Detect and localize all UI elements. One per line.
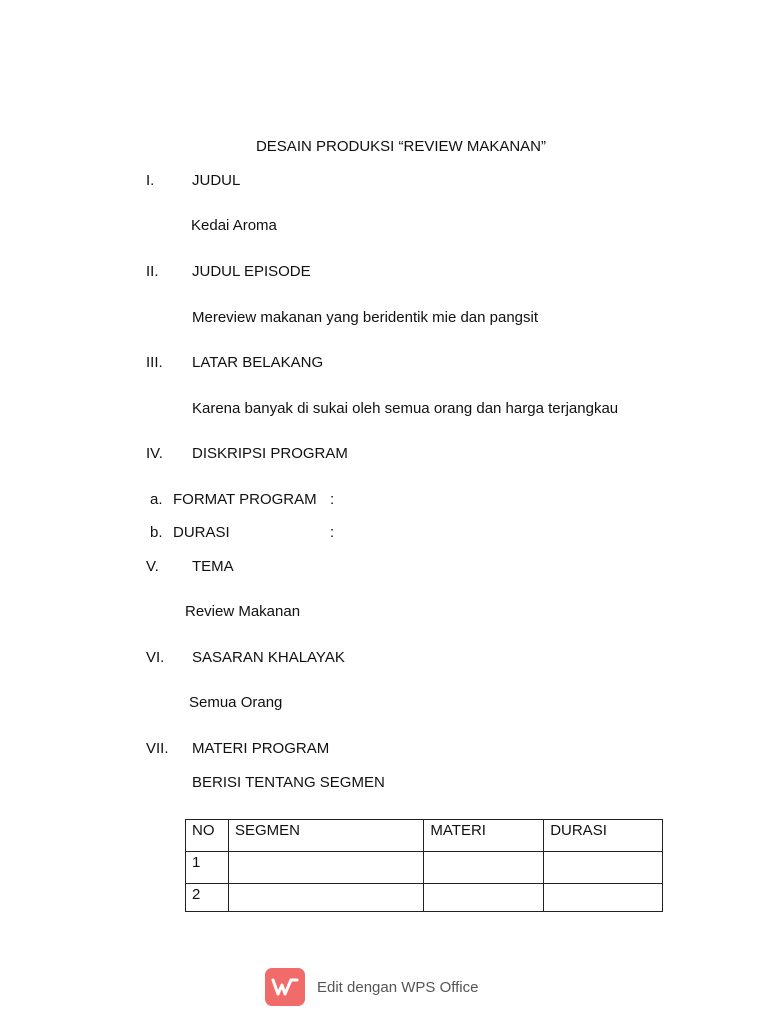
table-cell-durasi [544, 884, 663, 912]
table-header-segmen: SEGMEN [228, 820, 423, 852]
section-content-materi-program: BERISI TENTANG SEGMEN [192, 774, 385, 791]
program-item-marker-b: b. [150, 524, 163, 541]
table-cell-materi [424, 852, 544, 884]
program-item-colon-durasi: : [330, 524, 335, 541]
section-heading-tema: TEMA [192, 558, 234, 575]
section-number-6: VI. [146, 649, 165, 666]
section-heading-sasaran-khalayak: SASARAN KHALAYAK [192, 649, 345, 666]
section-content-judul-episode: Mereview makanan yang beridentik mie dan pangsit [192, 309, 539, 326]
table-cell-no: 2 [186, 884, 229, 912]
section-content-tema: Review Makanan [185, 603, 301, 620]
section-heading-diskripsi-program: DISKRIPSI PROGRAM [192, 445, 348, 462]
section-number-7: VII. [146, 740, 169, 757]
section-content-judul: Kedai Aroma [191, 217, 277, 234]
section-number-5: V. [146, 558, 159, 575]
document-title: DESAIN PRODUKSI “REVIEW MAKANAN” [255, 138, 547, 155]
section-content-sasaran-khalayak: Semua Orang [189, 694, 283, 711]
section-heading-materi-program: MATERI PROGRAM [192, 740, 330, 757]
table-row [186, 852, 663, 884]
section-heading-latar-belakang: LATAR BELAKANG [192, 354, 324, 371]
table-row [186, 884, 663, 912]
program-item-label-durasi: DURASI [173, 524, 230, 541]
section-number-1: I. [146, 172, 155, 189]
program-item-colon-format: : [330, 491, 335, 508]
table-header-durasi: DURASI [544, 820, 663, 852]
program-item-marker-a: a. [150, 491, 163, 508]
table-header-no: NO [186, 820, 229, 852]
segment-table [185, 819, 663, 912]
wps-edit-label: Edit dengan WPS Office [317, 978, 479, 996]
program-item-label-format: FORMAT PROGRAM [173, 491, 317, 508]
wps-logo-icon [265, 968, 305, 1006]
table-header-row [186, 820, 663, 852]
section-number-4: IV. [146, 445, 163, 462]
section-content-latar-belakang: Karena banyak di sukai oleh semua orang dan harga terjangkau [192, 400, 619, 417]
table-cell-no: 1 [186, 852, 229, 884]
section-number-3: III. [146, 354, 163, 371]
section-heading-judul: JUDUL [192, 172, 241, 189]
table-cell-segmen [228, 852, 423, 884]
section-number-2: II. [146, 263, 159, 280]
section-heading-judul-episode: JUDUL EPISODE [192, 263, 311, 280]
table-cell-materi [424, 884, 544, 912]
table-cell-segmen [228, 884, 423, 912]
table-header-materi: MATERI [424, 820, 544, 852]
wps-edit-banner[interactable] [265, 968, 478, 1006]
table-cell-durasi [544, 852, 663, 884]
